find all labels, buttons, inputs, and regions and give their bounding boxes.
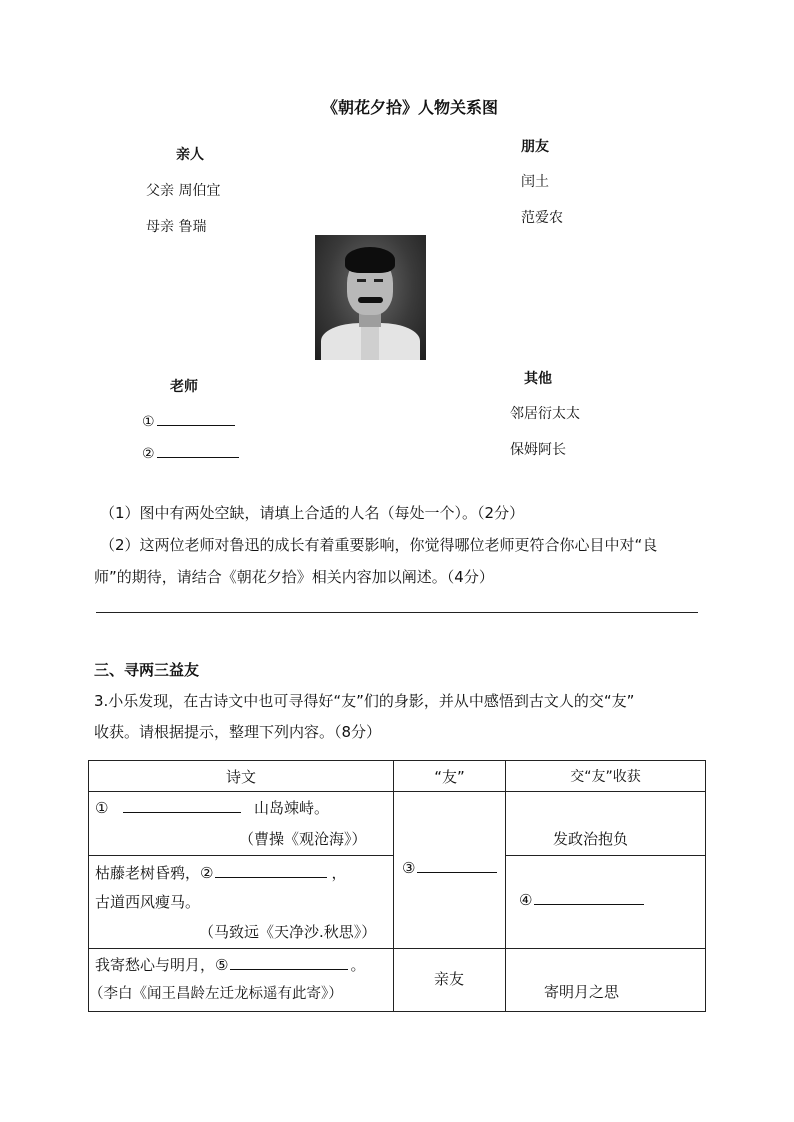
harvest-answer-4[interactable] xyxy=(534,890,644,905)
answer-line[interactable] xyxy=(96,612,698,613)
row2-line1-text: 枯藤老树昏鸦，② xyxy=(95,864,214,882)
friend-answer-3[interactable] xyxy=(417,858,497,873)
friend-runtu: 闰土 xyxy=(521,174,549,190)
row3-line1 xyxy=(95,954,365,975)
row1-text: 山岛竦峙。 xyxy=(254,799,330,817)
relatives-heading: 亲人 xyxy=(176,147,204,163)
others-heading: 其他 xyxy=(524,371,552,387)
harvest-blank-4 xyxy=(519,890,644,909)
teacher-blank-1 xyxy=(142,411,235,430)
poetry-table xyxy=(88,760,706,1012)
diagram-title: 《朝花夕拾》人物关系图 xyxy=(322,98,499,117)
row2-answer[interactable] xyxy=(215,863,327,878)
row1-mark: ① xyxy=(95,799,109,817)
row2-poem-cell xyxy=(89,856,394,949)
row3-source: （李白《闻王昌龄左迁龙标遥有此寄》） xyxy=(89,986,343,1002)
row2-source: （马致远《天净沙.秋思》） xyxy=(199,923,377,941)
friend-fan-ainong: 范爱农 xyxy=(521,210,563,226)
question-2-line2: 师”的期待，请结合《朝花夕拾》相关内容加以阐述。（4分） xyxy=(94,568,494,586)
row1-line1 xyxy=(95,797,329,818)
friend-blank-3 xyxy=(402,858,497,877)
section-3-intro-line1: 3.小乐发现，在古诗文中也可寻得好“友”们的身影，并从中感悟到古文人的交“友” xyxy=(94,692,635,710)
question-1: （1）图中有两处空缺，请填上合适的人名（每处一个）。（2分） xyxy=(100,504,525,522)
other-neighbor: 邻居衍太太 xyxy=(510,406,580,422)
teacher-answer-2[interactable] xyxy=(157,443,239,458)
row2-harvest-cell xyxy=(506,856,706,949)
row3-friend: 亲友 xyxy=(434,970,465,988)
friend-cell-3 xyxy=(394,792,506,949)
row1-source: （曹操《观沧海》） xyxy=(239,830,367,848)
teacher-mark-2: ② xyxy=(142,446,155,462)
row1-answer[interactable] xyxy=(123,798,241,813)
header-poem: 诗文 xyxy=(89,761,394,792)
row2-line2: 古道西风瘦马。 xyxy=(95,893,201,911)
row3-line1-text: 我寄愁心与明月，⑤ xyxy=(95,956,229,974)
section-3-heading: 三、寻两三益友 xyxy=(94,661,200,679)
teacher-mark-1: ① xyxy=(142,414,155,430)
question-2-line1: （2）这两位老师对鲁迅的成长有着重要影响，你觉得哪位老师更符合你心目中对“良 xyxy=(100,536,658,554)
row3-harvest-cell xyxy=(506,949,706,1012)
relative-father: 父亲 周伯宜 xyxy=(146,183,221,199)
row2-line1-end: ， xyxy=(331,864,347,882)
friend-mark-3: ③ xyxy=(402,859,416,877)
relative-mother: 母亲 鲁瑞 xyxy=(146,219,207,235)
header-friend: “友” xyxy=(394,761,506,792)
other-nanny: 保姆阿长 xyxy=(510,442,566,458)
row2-line1 xyxy=(95,862,346,883)
teachers-heading: 老师 xyxy=(170,379,198,395)
header-harvest: 交“友”收获 xyxy=(506,761,706,792)
teacher-blank-2 xyxy=(142,443,239,462)
row1-poem-cell xyxy=(89,792,394,856)
row3-friend-cell xyxy=(394,949,506,1012)
teacher-answer-1[interactable] xyxy=(157,411,235,426)
row1-harvest: 发政治抱负 xyxy=(553,830,629,848)
row3-poem-cell xyxy=(89,949,394,1012)
harvest-mark-4: ④ xyxy=(519,891,533,909)
row3-harvest: 寄明月之思 xyxy=(544,983,620,1001)
portrait-photo xyxy=(315,235,426,360)
friends-heading: 朋友 xyxy=(521,139,549,155)
row3-answer[interactable] xyxy=(230,955,348,970)
section-3-intro-line2: 收获。请根据提示，整理下列内容。（8分） xyxy=(94,723,382,741)
row3-line1-end: 。 xyxy=(350,956,366,974)
row1-harvest-cell xyxy=(506,792,706,856)
